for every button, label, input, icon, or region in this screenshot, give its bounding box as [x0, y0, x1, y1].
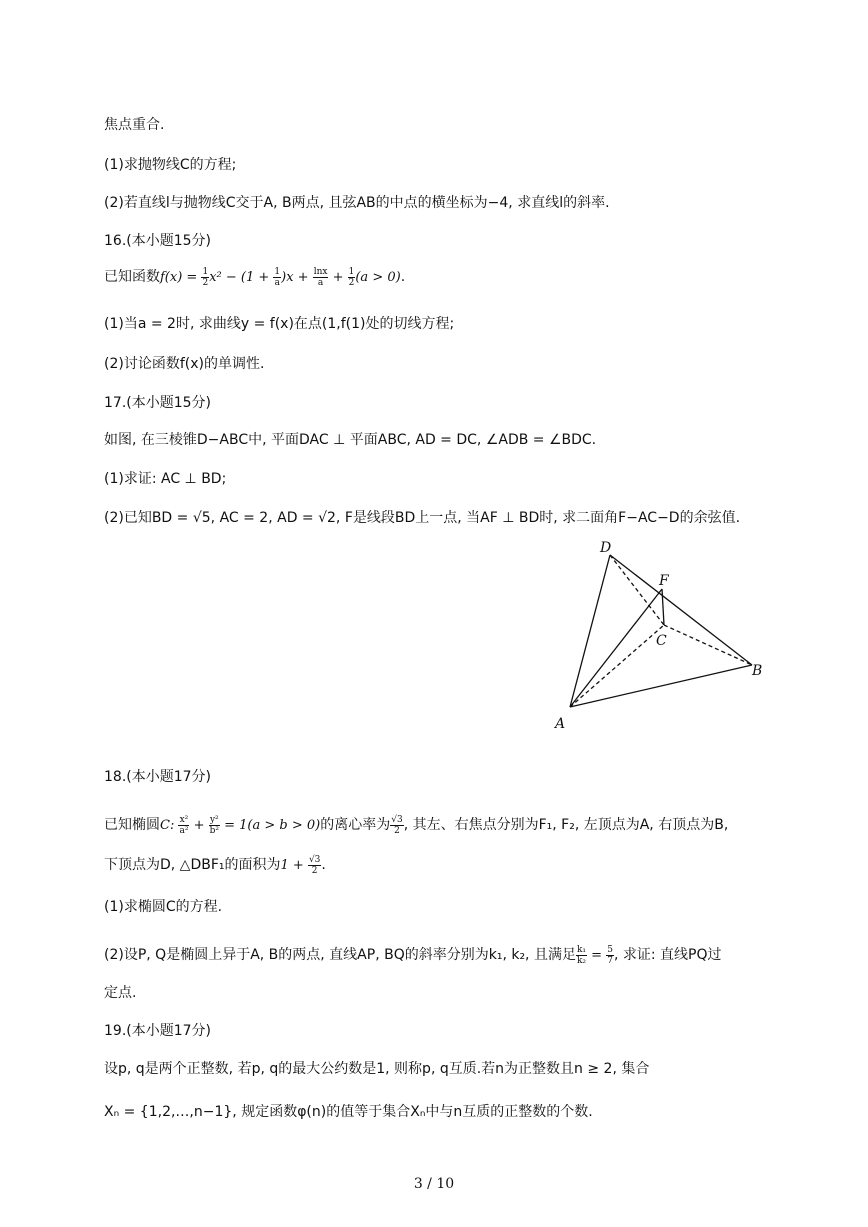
question-heading: 18.(本小题17分) [104, 769, 212, 785]
q18-c-rest: , 求证: 直线PQ过 [613, 947, 722, 963]
q16-plus: + [328, 270, 348, 285]
q18-prefix: 已知椭圆 [104, 817, 160, 833]
vertex-label-A: A [555, 716, 566, 732]
text-line: (1)当a = 2时, 求曲线y = f(x)在点(1,f(1)处的切线方程; [104, 316, 455, 332]
q16-x2: x² − (1 + [209, 270, 274, 285]
edge-AC [570, 625, 664, 707]
fraction: $\frac{√3}{2}$ [308, 854, 321, 876]
q18-c-prefix: (2)设P, Q是椭圆上异于A, B的两点, 直线AP, BQ的斜率分别为k₁, k₂, 且满足 [104, 947, 576, 963]
page-number: 3 / 10 [413, 1176, 455, 1192]
text-line: (2)若直线l与抛物线C交于A, B两点, 且弦AB的中点的横坐标为−4, 求直线l的斜率. [104, 195, 610, 211]
question-heading: 19.(本小题17分) [104, 1023, 212, 1039]
edge-FC [662, 589, 664, 625]
q16-end: . [400, 269, 406, 285]
fraction: $\frac{\ln x}{a}$ [313, 266, 328, 288]
fraction: $\frac{\text{k₁}}{\text{k₂}}$ [576, 944, 587, 966]
q18-plus: + [189, 818, 209, 833]
q16-cond: (a > 0) [355, 270, 401, 285]
q18-eq: = 1(a > b > 0) [220, 818, 321, 833]
tetrahedron-diagram [540, 535, 780, 735]
q16-fx: f(x) = [160, 270, 202, 285]
vertex-label-B: B [752, 663, 763, 679]
text-line: 设p, q是两个正整数, 若p, q的最大公约数是1, 则称p, q互质.若n为正整数且n ≥ 2, 集合 [104, 1061, 650, 1077]
text-line: 定点. [104, 985, 137, 1001]
vertex-label-C: C [656, 633, 667, 649]
fraction: $\frac{1}{2}$ [202, 266, 209, 288]
fraction: $\frac{5}{7}$ [607, 944, 613, 966]
text-line: 如图, 在三棱锥D−ABC中, 平面DAC ⊥ 平面ABC, AD = DC, ∠ADB = ∠BDC. [104, 432, 597, 448]
q18-statement-c [104, 943, 721, 968]
q18-b-one: 1 + [280, 858, 308, 873]
text-line: (2)已知BD = √5, AC = 2, AD = √2, F是线段BD上一点, 当AF ⊥ BD时, 求二面角F−AC−D的余弦值. [104, 510, 741, 526]
q18-k-eq: = [587, 948, 607, 963]
q18-b-end: . [321, 857, 326, 873]
q16-statement [104, 266, 405, 289]
vertex-label-D: D [600, 540, 612, 556]
text-line: (2)讨论函数f(x)的单调性. [104, 356, 265, 372]
question-heading: 16.(本小题15分) [104, 233, 212, 249]
q18-statement-a [104, 813, 728, 838]
text-line: 焦点重合. [104, 117, 165, 133]
q18-b-prefix: 下顶点为D, △DBF₁的面积为 [104, 857, 281, 873]
fraction: $\frac{√3}{2}$ [391, 814, 403, 836]
q18-rest: , 其左、右焦点分别为F₁, F₂, 左顶点为A, 右顶点为B, [403, 817, 729, 833]
q16-prefix: 已知函数 [104, 269, 160, 285]
edge-DA [570, 555, 610, 707]
text-line: (1)求抛物线C的方程; [104, 157, 237, 173]
question-heading: 17.(本小题15分) [104, 395, 212, 411]
text-line: (1)求证: AC ⊥ BD; [104, 471, 227, 487]
text-line: (1)求椭圆C的方程. [104, 899, 223, 915]
fraction: $\frac{1}{a}$ [274, 266, 281, 288]
q16-mid: )x + [281, 270, 313, 285]
q18-mid: 的离心率为 [320, 817, 391, 833]
text-line: Xₙ = {1,2,…,n−1}, 规定函数φ(n)的值等于集合Xₙ中与n互质的正整数的个数. [104, 1104, 593, 1120]
fraction: $\frac{\text{y²}}{\text{b²}}$ [209, 814, 219, 836]
q18-statement-b [104, 853, 326, 878]
fraction: $\frac{\text{x²}}{\text{a²}}$ [179, 814, 189, 836]
vertex-label-F: F [659, 573, 669, 589]
q18-c: C: [160, 818, 179, 833]
tetrahedron-figure [540, 535, 780, 735]
fraction: $\frac{1}{2}$ [348, 266, 355, 288]
edge-DB [610, 555, 752, 665]
